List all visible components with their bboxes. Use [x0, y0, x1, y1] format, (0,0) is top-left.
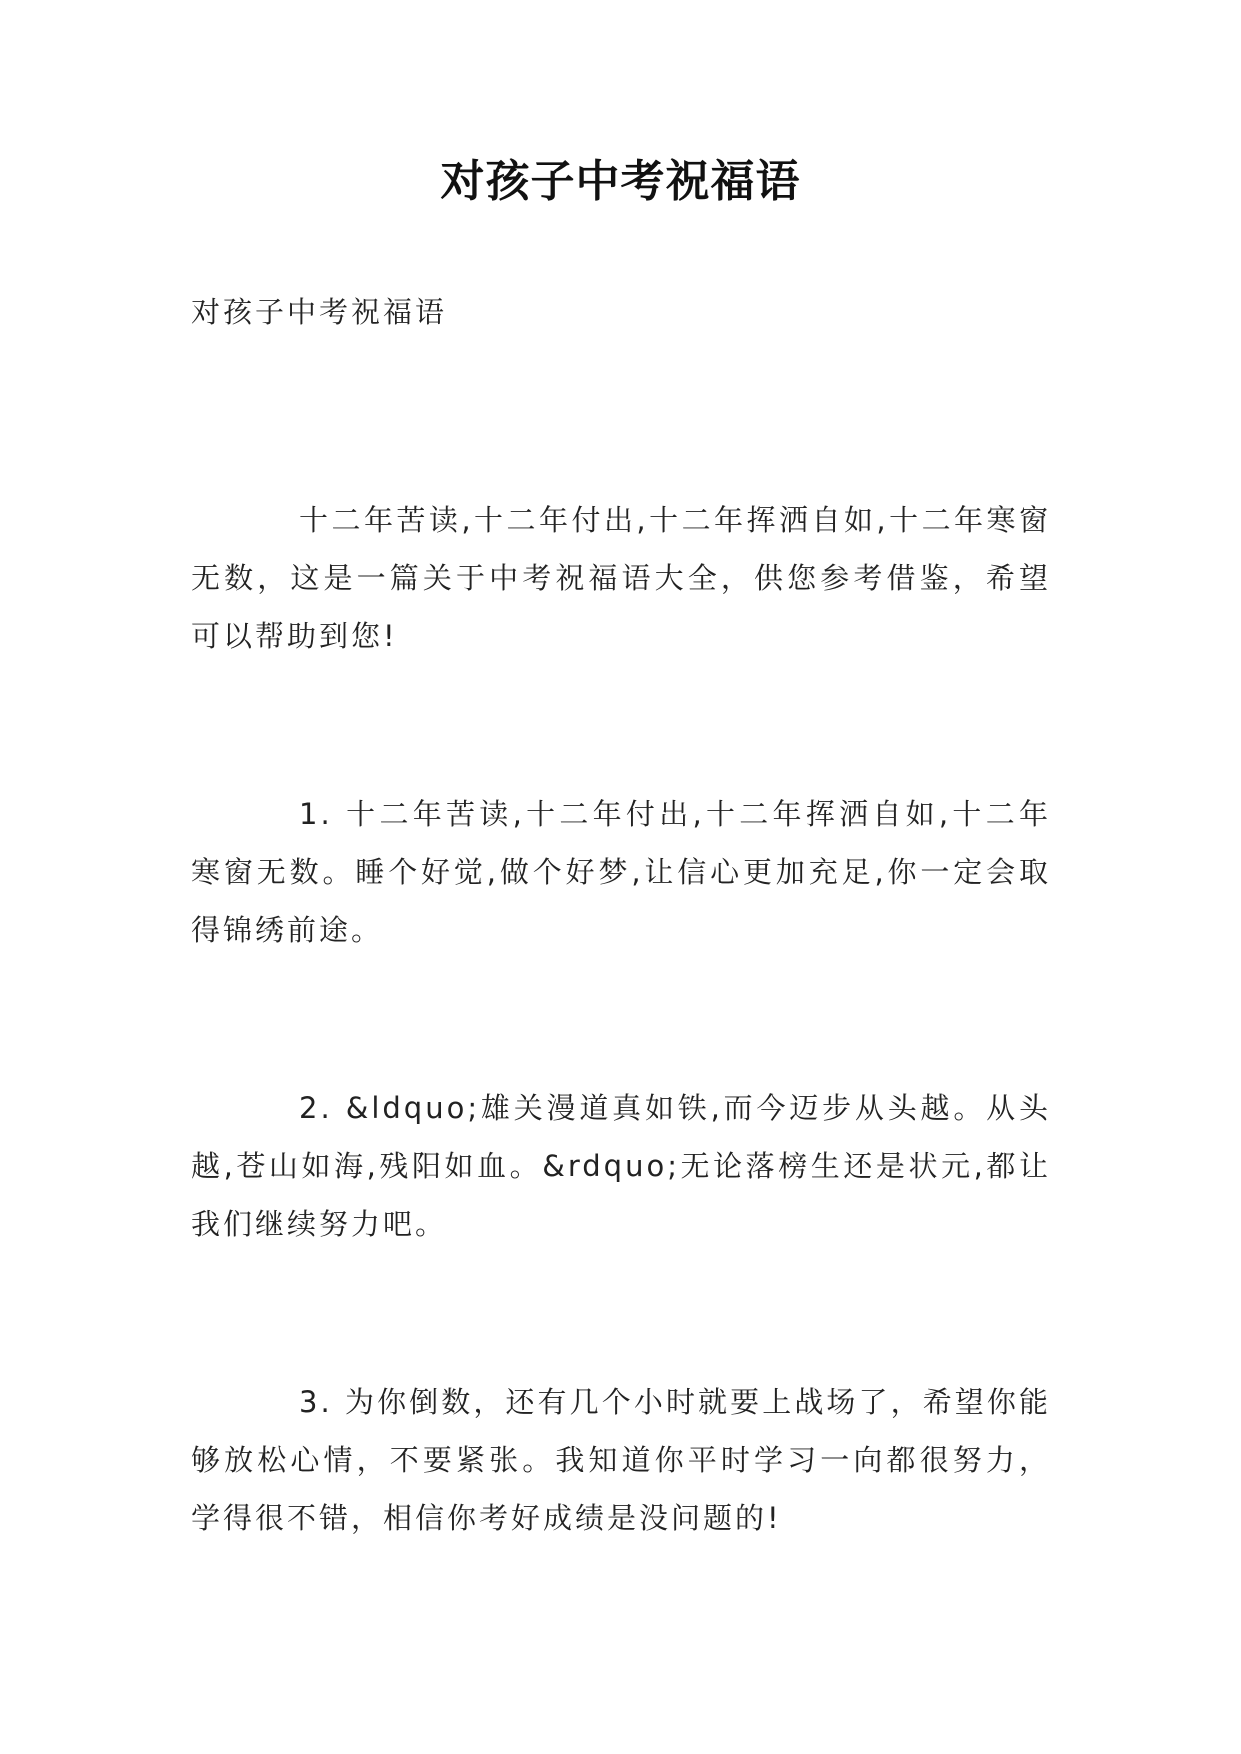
wish-item-1: 1. 十二年苦读,十二年付出,十二年挥洒自如,十二年寒窗无数。睡个好觉,做个好梦,让信心更加充足,你一定会取得锦绣前途。: [191, 797, 1051, 947]
intro-paragraph: 十二年苦读,十二年付出,十二年挥洒自如,十二年寒窗无数，这是一篇关于中考祝福语大全，供您参考借鉴，希望可以帮助到您!: [191, 503, 1051, 653]
document-title: 对孩子中考祝福语: [440, 156, 801, 207]
wish-item-3: 3. 为你倒数，还有几个小时就要上战场了，希望你能够放松心情，不要紧张。我知道你平时学习一向都很努力，学得很不错，相信你考好成绩是没问题的!: [191, 1385, 1051, 1535]
document-subtitle: 对孩子中考祝福语: [191, 295, 448, 329]
wish-item-2: 2. &ldquo;雄关漫道真如铁,而今迈步从头越。从头越,苍山如海,残阳如血。&rdquo;无论落榜生还是状元,都让我们继续努力吧。: [191, 1091, 1051, 1241]
